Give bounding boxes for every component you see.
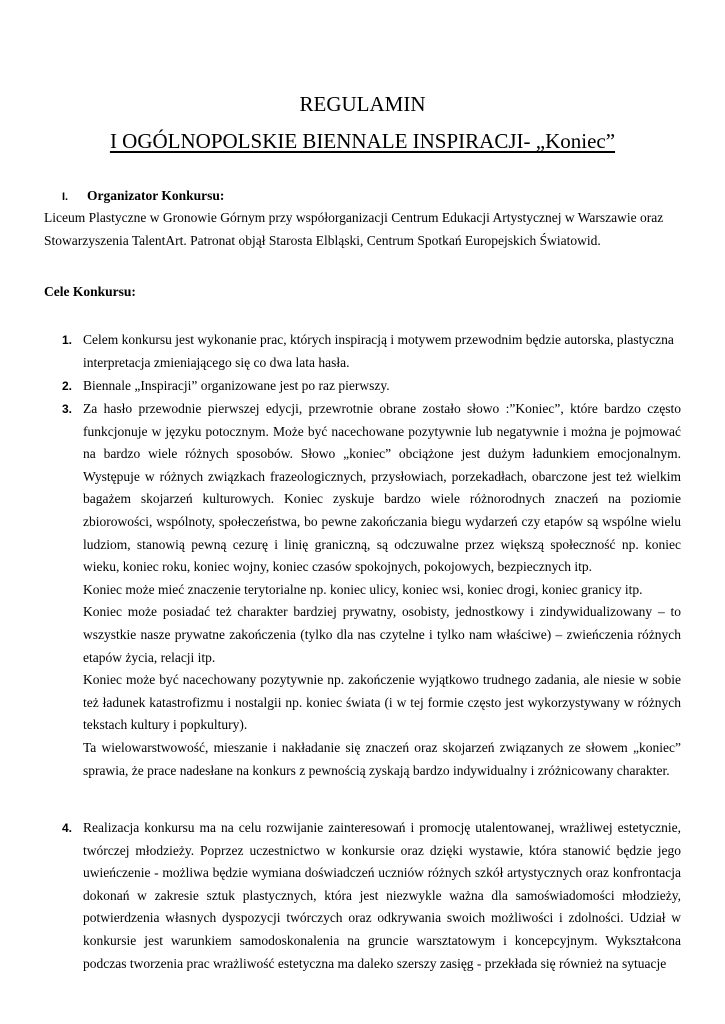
item-paragraph: Koniec może mieć znaczenie terytorialne np. koniec ulicy, koniec wsi, koniec drogi, koniec granicy itp. [83, 581, 643, 597]
goals-heading: Cele Konkursu: [44, 284, 136, 299]
section-heading: Organizator Konkursu: [87, 188, 225, 203]
document-subtitle: I OGÓLNOPOLSKIE BIENNALE INSPIRACJI- „Koniec” [109, 129, 616, 153]
item-number: 1. [62, 333, 73, 347]
goal-item-4 [62, 817, 681, 975]
goal-item-3 [62, 398, 681, 782]
item-number: 2. [62, 379, 73, 393]
organizer-text: Liceum Plastyczne w Gronowie Górnym przy współorganizacji Centrum Edukacji Artystycznej w Warszawie oraz Stowarzyszenia TalentArt. Patronat objął Starosta Elbląski, Centrum Spotkań Europejskich Światowid. [44, 210, 664, 248]
item-paragraph: Koniec może posiadać też charakter bardziej prywatny, osobisty, jednostkowy i zindywidualizowany – to wszystkie nasze prywatne zakończenia (tylko dla nas czytelne i tylko nam właściwe) – zwieńczenia różnych etapów życia, relacji itp. [83, 604, 681, 665]
item-paragraph: Celem konkursu jest wykonanie prac, których inspiracją i motywem przewodnim będzie autorska, plastyczna interpretacja zmieniającego się co dwa lata hasła. [83, 332, 674, 370]
item-paragraph: Realizacja konkursu ma na celu rozwijanie zainteresowań i promocję utalentowanej, wrażliwej estetycznie, twórczej młodzieży. Poprzez uczestnictwo w konkursie oraz dzięki wystawie, która stanowić będzie jego uwieńczenie - możliwa będzie wymiana doświadczeń uczniów różnych szkół artystycznych oraz konfrontacja dokonań w zakresie sztuk plastycznych, która jest niezwykle ważna dla samoświadomości młodzieży, potwierdzenia własnych dyspozycji twórczych oraz odkrywania swoich możliwości i zdolności. Udział w konkursie jest warunkiem samodoskonalenia na gruncie warsztatowym i koncepcyjnym. Wykształcona podczas tworzenia prac wrażliwość estetyczna ma daleko szerszy zasięg - przekłada się również na sytuacje [83, 820, 681, 971]
section-organizer-heading [62, 188, 224, 204]
goal-item-2 [62, 375, 681, 398]
item-paragraph: Biennale „Inspiracji” organizowane jest po raz pierwszy. [83, 378, 390, 393]
section-number: I. [62, 191, 69, 203]
item-paragraph: Ta wielowarstwowość, mieszanie i nakładanie się znaczeń oraz skojarzeń związanych ze słowem „koniec” sprawia, że prace nadesłane na konkurs z pewnością zyskają bardzo indywidualny i zróżnicowany charakter. [83, 739, 681, 778]
item-number: 3. [62, 402, 73, 416]
item-number: 4. [62, 821, 73, 835]
goal-item-1 [62, 329, 681, 374]
item-paragraph: Za hasło przewodnie pierwszej edycji, przewrotnie obrane zostało słowo :”Koniec”, które bardzo często funkcjonuje w języku potocznym. Może być nacechowane pozytywnie lub negatywnie i można je pojmować na bardzo wiele różnych sposobów. Słowo „koniec” obciążone jest dużym ładunkiem emocjonalnym. Występuje w różnych związkach frazeologicznych, przysłowiach, porzekadłach, obarczone jest też wielkim bagażem skojarzeń kulturowych. Koniec zyskuje bardzo wiele różnorodnych znaczeń na poziomie zbiorowości, wspólnoty, społeczeństwa, bo pewne zakończania biegu wydarzeń czy etapów są wspólne wielu ludziom, stanowią pewną cezurę i linię graniczną, są odczuwalne przez większą społeczność np. koniec wieku, koniec roku, koniec wojny, koniec czasów spokojnych, pokojowych, bezpiecznych itp. [83, 401, 681, 575]
document-title: REGULAMIN [299, 92, 426, 116]
item-paragraph: Koniec może być nacechowany pozytywnie np. zakończenie wyjątkowo trudnego zadania, ale niesie w sobie też ładunek katastrofizmu i nostalgii np. koniec świata (i w tej formie często jest wykorzystywany w różnych tekstach kultury i popkultury). [83, 672, 681, 733]
